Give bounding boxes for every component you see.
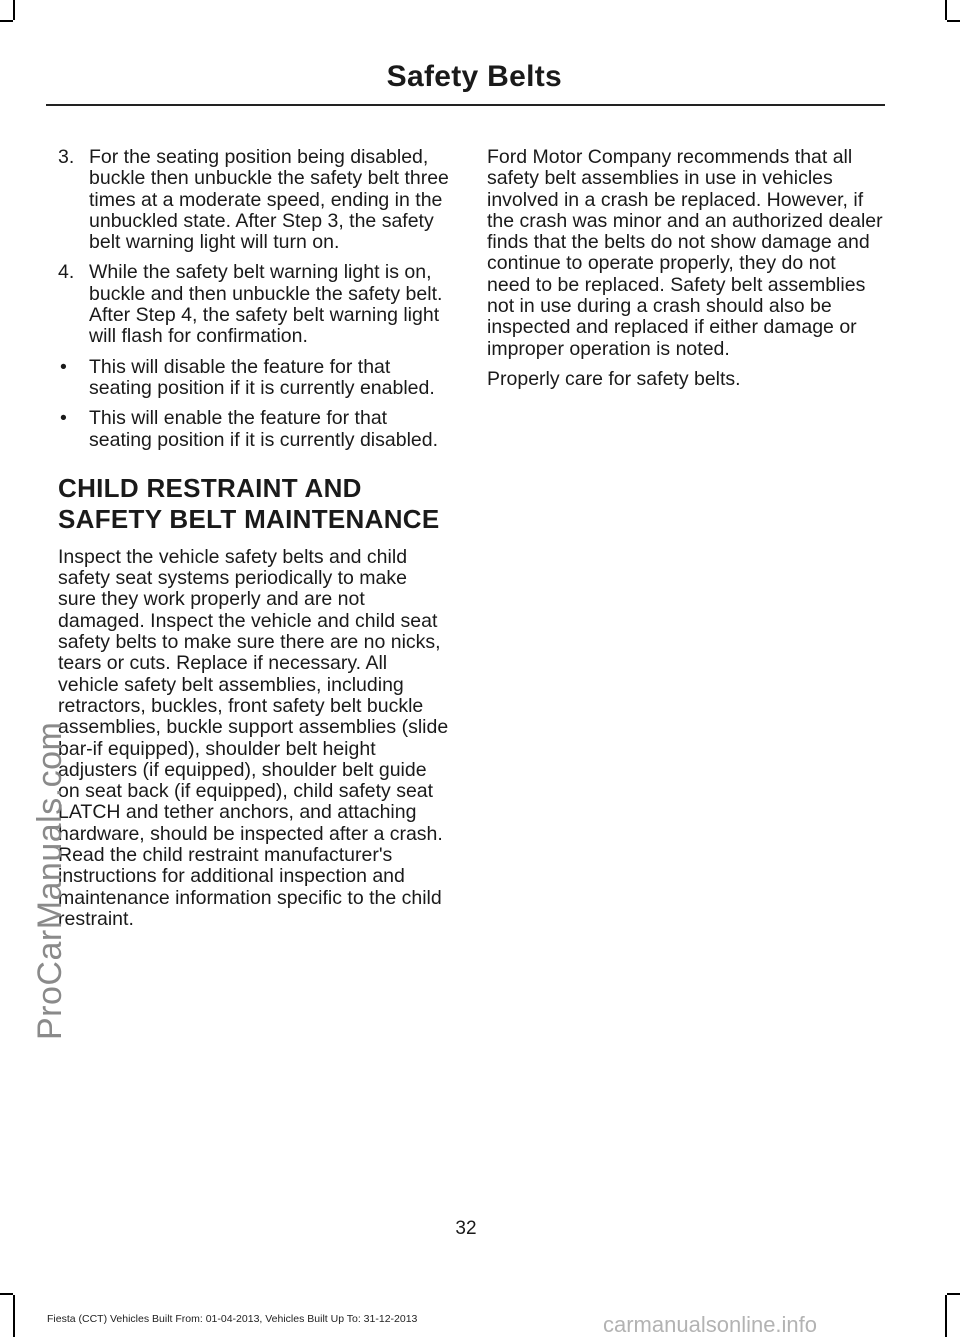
body-paragraph: Properly care for safety belts. [487, 367, 741, 390]
body-paragraph: Ford Motor Company recommends that all safety belt assemblies in use in vehicles involved in a crash be replaced. However, if the crash was minor and an authorized dealer finds that the belts do not show damage and continue to operate properly, they do not need to be replaced. Safety belt assemblies not in use during a crash should also be inspected and replaced if either damage or improper operation is noted. [487, 146, 883, 360]
list-item-text: This will disable the feature for that seating position if it is currently enabled. [89, 355, 435, 399]
crop-mark [0, 1293, 13, 1295]
numbered-list-item [58, 262, 450, 347]
list-number: 4. [58, 261, 75, 284]
page-number: 32 [455, 1218, 477, 1239]
body-paragraph: Inspect the vehicle safety belts and child safety seat systems periodically to make sure they work properly and are not damaged. Inspect the vehicle and child seat safety belts to make sure there are no nicks, tears or cuts. Replace if necessary. All vehicle safety belt assemblies, including retractors, buckles, front safety belt buckle assemblies, buckle support assemblies (slide bar-if equipped), shoulder belt height adjusters (if equipped), shoulder belt guide on seat back (if equipped), child safety seat LATCH and tether anchors, and attaching hardware, should be inspected after a crash. Read the child restraint manufacturer's instructions for additional inspection and maintenance information specific to the child restraint. [58, 545, 449, 930]
bullet-marker: • [60, 407, 67, 430]
bullet-list-item [58, 357, 450, 400]
list-item-text: For the seating position being disabled, buckle then unbuckle the safety belt three times at a moderate speed, ending in the unbuckled state. After Step 3, the safety belt warning light will turn on. [89, 146, 449, 254]
numbered-list-item [58, 147, 450, 253]
watermark-bottom: carmanualsonline.info [603, 1312, 818, 1337]
watermark-vertical: ProCarManuals.com [31, 721, 69, 1040]
crop-mark [947, 20, 960, 22]
bullet-list-item [58, 408, 450, 451]
left-column [58, 147, 450, 939]
crop-mark [947, 1293, 960, 1295]
page-title: Safety Belts [386, 60, 562, 93]
crop-mark [13, 0, 15, 20]
crop-mark [945, 1295, 947, 1337]
section-heading: CHILD RESTRAINT AND SAFETY BELT MAINTENANCE [58, 472, 440, 534]
header-divider [46, 104, 885, 106]
list-item-text: While the safety belt warning light is on, buckle and then unbuckle the safety belt. After Step 4, the safety belt warning light will flash for confirmation. [89, 261, 443, 348]
footer-text: Fiesta (CCT) Vehicles Built From: 01-04-2013, Vehicles Built Up To: 31-12-2013 [47, 1313, 418, 1325]
bullet-marker: • [60, 355, 67, 378]
list-item-text: This will enable the feature for that seating position if it is currently disabled. [89, 407, 439, 451]
crop-mark [13, 1295, 15, 1337]
list-number: 3. [58, 146, 75, 168]
crop-mark [0, 20, 13, 22]
crop-mark [945, 0, 947, 20]
right-column [487, 147, 883, 399]
